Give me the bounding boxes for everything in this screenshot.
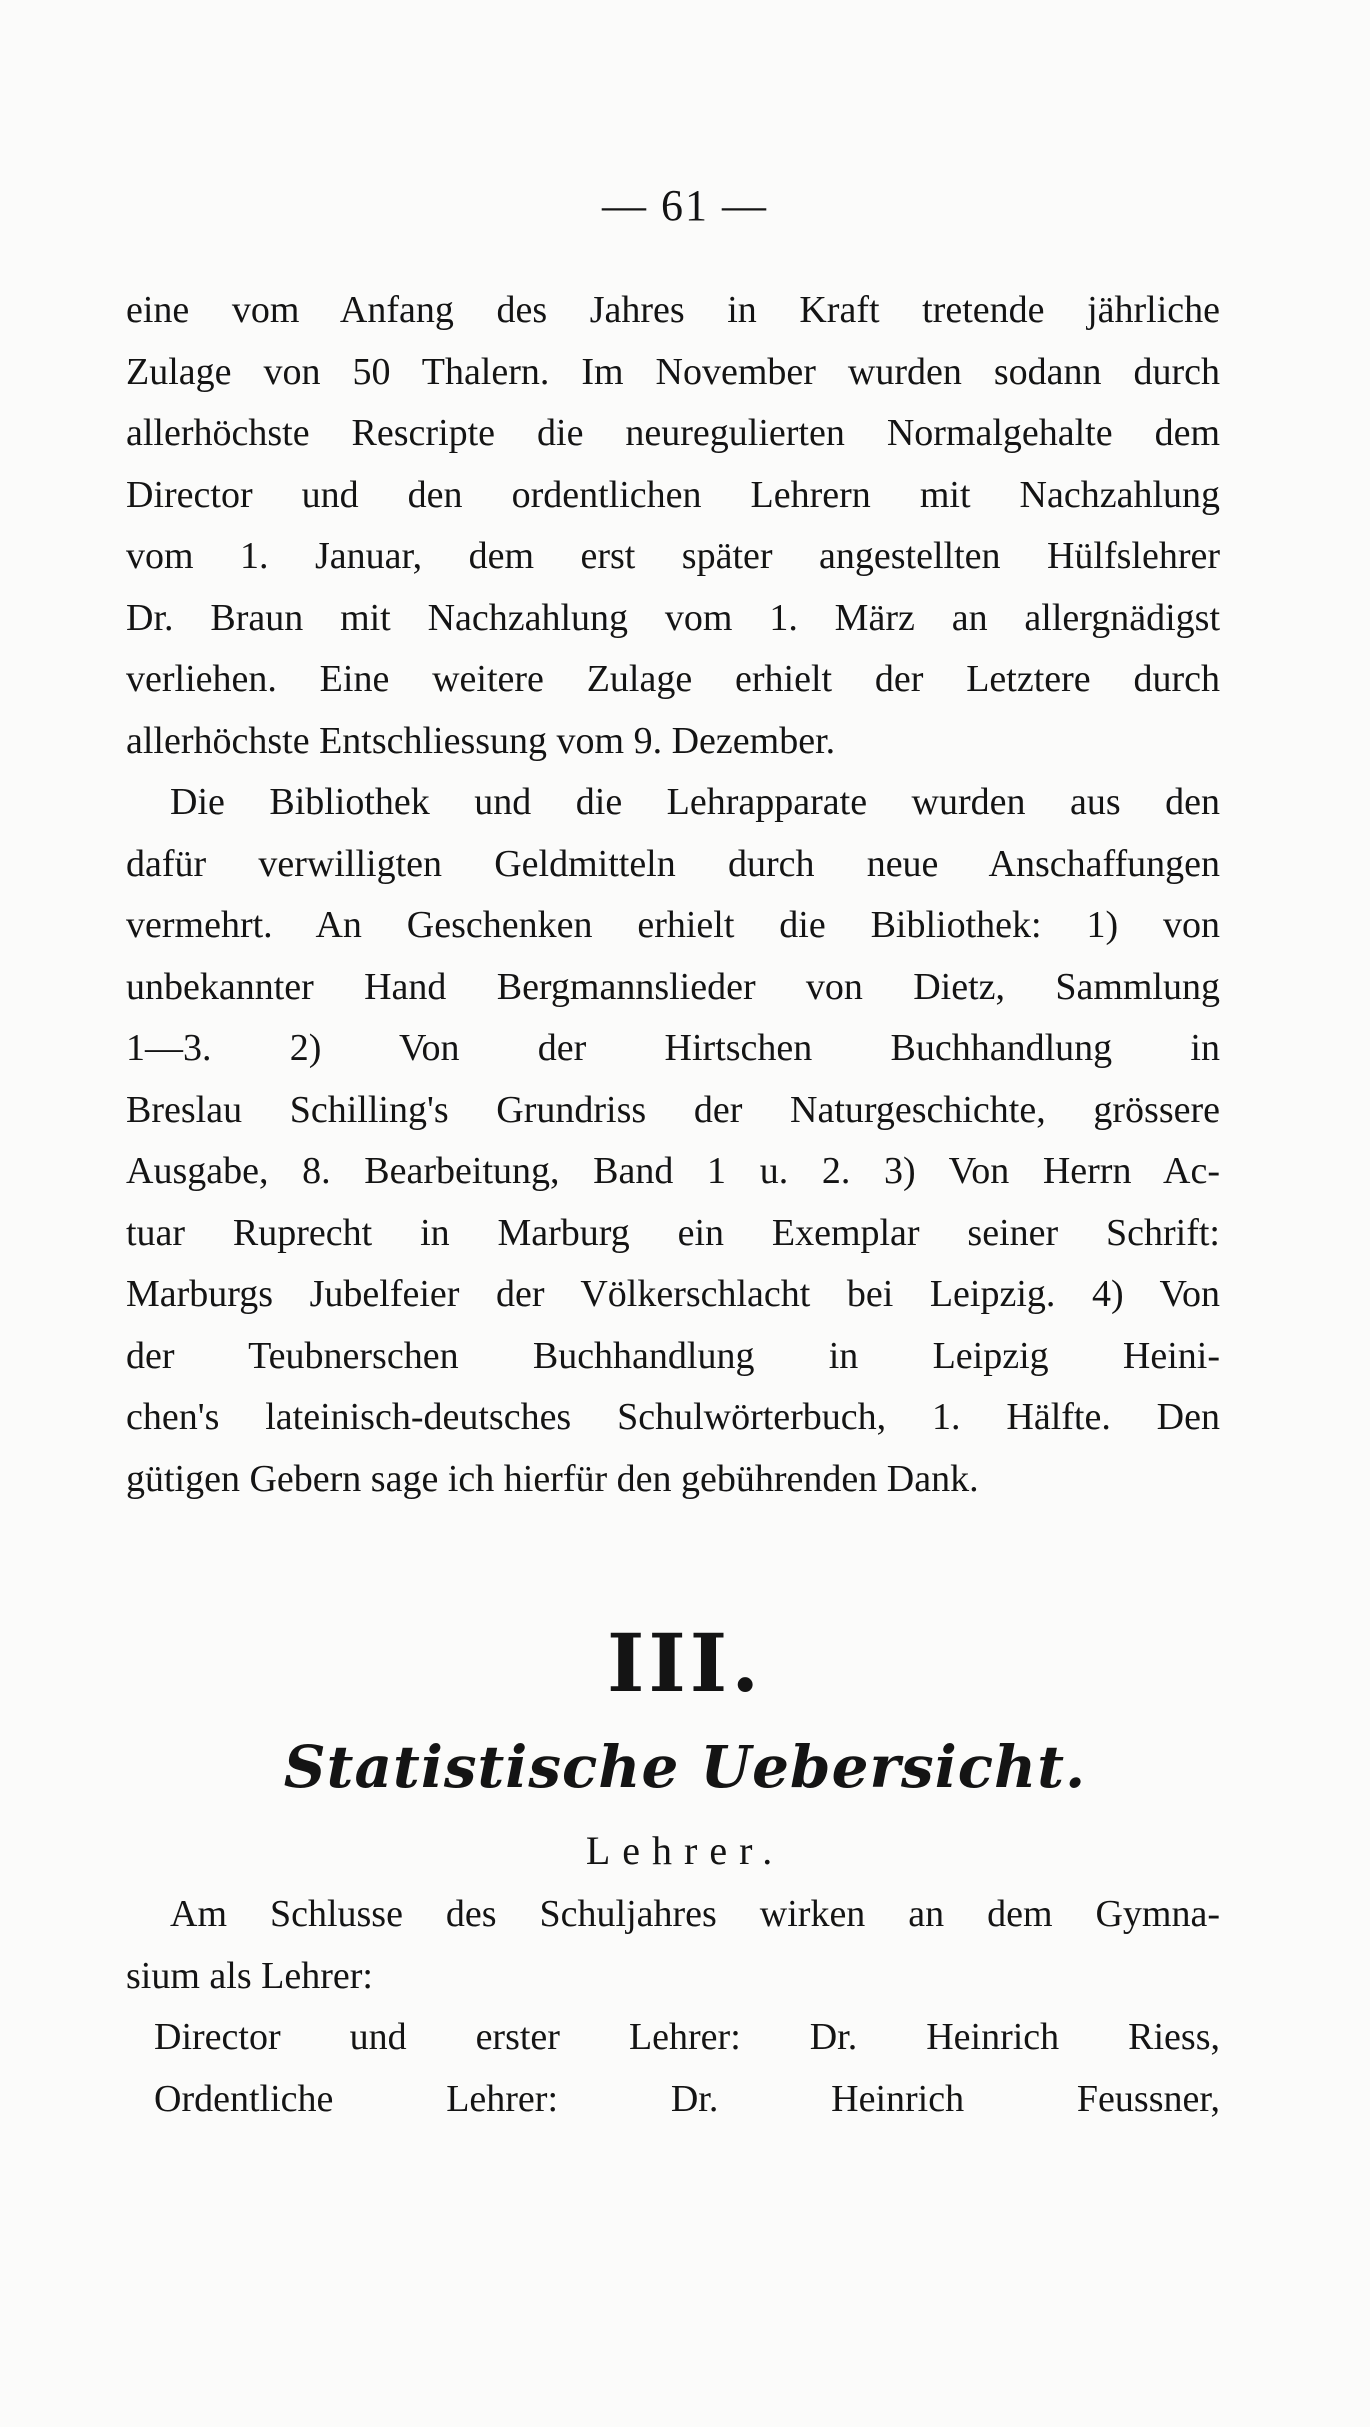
text-line: Director und den ordentlichen Lehrern mit Nachzahlung [126, 473, 1220, 516]
page-number: — 61 — [602, 181, 768, 230]
text-line: Ordentliche Lehrer: Dr. Heinrich Feussner, [154, 2077, 1220, 2120]
text-line: Director und erster Lehrer: Dr. Heinrich Riess, [154, 2016, 1220, 2058]
text-line: vom 1. Januar, dem erst später angestellten Hülfslehrer [126, 535, 1220, 577]
text-line: allerhöchste Rescripte die neuregulierten Normalgehalte dem [126, 412, 1220, 454]
text-line: Marburgs Jubelfeier der Völkerschlacht bei Leipzig. 4) Von [126, 1273, 1220, 1315]
text-line: Breslau Schilling's Grundriss der Naturgeschichte, grössere [126, 1088, 1220, 1131]
text-line: allerhöchste Entschliessung vom 9. Dezember. [126, 719, 836, 762]
text-line: eine vom Anfang des Jahres in Kraft tretende jährliche [126, 289, 1220, 331]
text-line: sium als Lehrer: [126, 1954, 373, 1997]
text-line: gütigen Gebern sage ich hierfür den gebührenden Dank. [126, 1457, 979, 1500]
text-line: Die Bibliothek und die Lehrapparate wurden aus den [170, 781, 1220, 823]
section-title: Statistische Uebersicht. [283, 1733, 1087, 1801]
text-line: Zulage von 50 Thalern. Im November wurden sodann durch [126, 350, 1220, 393]
text-line: dafür verwilligten Geldmitteln durch neue Anschaffungen [126, 842, 1220, 885]
body-text-upper [126, 280, 1220, 1510]
text-line: vermehrt. An Geschenken erhielt die Bibliothek: 1) von [126, 904, 1220, 946]
text-line: unbekannter Hand Bergmannslieder von Dietz, Sammlung [126, 965, 1220, 1008]
text-line: Dr. Braun mit Nachzahlung vom 1. März an allergnädigst [126, 596, 1220, 639]
text-line: chen's lateinisch-deutsches Schulwörterbuch, 1. Hälfte. Den [126, 1396, 1220, 1438]
text-line: tuar Ruprecht in Marburg ein Exemplar seiner Schrift: [126, 1211, 1220, 1254]
subsection-title: Lehrer. [585, 1828, 785, 1873]
text-line: Ausgabe, 8. Bearbeitung, Band 1 u. 2. 3) Von Herrn Ac- [126, 1150, 1220, 1192]
body-text-lower [126, 1884, 1220, 2130]
text-line: 1—3. 2) Von der Hirtschen Buchhandlung in [126, 1027, 1220, 1069]
section-numeral: III. [606, 1616, 764, 1710]
text-line: Am Schlusse des Schuljahres wirken an dem Gymna- [170, 1893, 1220, 1935]
text-line: verliehen. Eine weitere Zulage erhielt der Letztere durch [126, 658, 1220, 700]
text-line: der Teubnerschen Buchhandlung in Leipzig Heini- [126, 1334, 1220, 1377]
